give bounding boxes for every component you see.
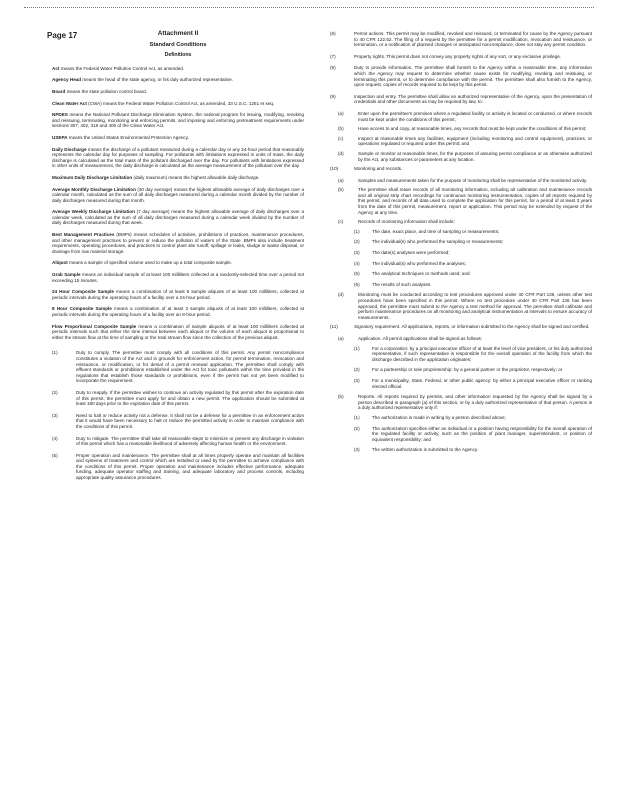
- records-item: [330, 229, 592, 235]
- definition-text: (7 day average) means the highest allowable average of daily discharges over a calendar week, calculated as the sum of all daily discharges measured during a calendar week divided by the number of daily discharges measured during that week.: [52, 209, 304, 226]
- monitoring-subitems: [330, 178, 592, 225]
- definition-term: USEPA: [52, 134, 68, 140]
- definition-term: Average Monthly Discharge Limitation: [52, 186, 136, 192]
- monitoring-subitem-text: Records of monitoring information shall include:: [358, 219, 455, 225]
- definition-term: Board: [52, 88, 66, 94]
- definition-text: means the discharge of a pollutant measured during a calendar day or any 24-hour period that reasonably represents the calendar day for purposes of sampling. For pollutants with limitations expressed in units of mass, the daily discharge is calculated as the total mass of the pollutant discharged over the day. For pollutants with limitations expressed in other units of measurement, the daily discharge is calculated as the average measurement of the pollutant over the day.: [52, 146, 304, 169]
- condition-item: [52, 413, 304, 430]
- monitoring-methods: (d) Monitoring must be conducted according to test procedures approved under 40 CFR Part 136, unless other test procedures have been specified in this permit. Where no test procedure under 40 CFR Part 136 has been approved, the permittee must submit to the Agency a test method for approval. The permittee shall calibrate and perform maintenance procedures on all monitoring and analytical instrumentation at intervals to ensure accuracy of measurements.: [338, 292, 592, 320]
- condition-item-text: Inspection and entry. The permittee shall allow an authorized representative of the Agency, upon the presentation of credentials and other documents as may be required by law, to:: [354, 93, 592, 105]
- condition-item-text: Permit actions. This permit may be modified, revoked and reissued, or terminated for cause by the Agency pursuant to 40 CFR 122.62. The filing of a request by the permittee for a permit modification, revocation and reissuance, or termination, or a notification of planned changes or anticipated noncompliance, does not stay any permit condition.: [354, 31, 592, 48]
- definition-text: means a combination of at least 8 sample aliquots of at least 100 milliliters, collected at periodic intervals during the operating hours of a facility over a 24-hour period.: [52, 289, 305, 300]
- records-item-text: The individual(s) who performed the analyses;: [372, 260, 466, 266]
- definition-text: (30 day average) means the highest allowable average of daily discharges over a calendar month, calculated as the sum of all daily discharges measured during a calendar month divided by the number of daily discharges measured during that month.: [52, 186, 304, 203]
- condition-item-number: (6): [330, 31, 336, 36]
- inspection-subitem-number: (c): [338, 135, 344, 141]
- signatory-subitems: [330, 336, 592, 342]
- condition-item-number: (3): [52, 412, 58, 418]
- condition-item-number: (5): [52, 452, 58, 458]
- definition-item: [52, 66, 304, 72]
- reports-item-text: The authorization specifies either an individual or a position having responsibility for the overall operation of the regulated facility or activity, such as the position of plant manager, superintendent, or position of equivalent responsibility; and: [372, 425, 592, 442]
- records-item: [330, 261, 592, 267]
- definition-term: Act: [52, 65, 60, 71]
- records-item-text: The results of such analyses.: [372, 281, 432, 287]
- condition-item-number: (9): [330, 93, 336, 99]
- records-item: [330, 282, 592, 288]
- definition-term: Daily Discharge: [52, 146, 87, 152]
- definition-text: means the head of the state agency, or his duly authorized representative.: [82, 77, 233, 83]
- records-item-number: (5): [354, 271, 360, 277]
- condition-item: [52, 390, 304, 407]
- conditions-subtitle: Standard Conditions: [149, 41, 207, 48]
- records-item-number: (3): [354, 250, 360, 256]
- definition-item: [52, 289, 304, 300]
- reports-item: [330, 415, 592, 421]
- definition-term: NPDES: [52, 112, 68, 118]
- application-item-number: (3): [354, 377, 360, 383]
- definition-text: means a combination of at least 3 sample aliquots of at least 100 milliliters, collected at periodic intervals during the operating hours of a facility over an 8-hour period.: [52, 306, 304, 317]
- application-item-number: (1): [354, 345, 360, 351]
- inspection-subitem-number: (d): [338, 150, 344, 156]
- application-item: [330, 367, 592, 373]
- monitoring-subitem-number: (b): [338, 187, 344, 193]
- condition-item: [330, 31, 592, 48]
- monitoring-subitem-text: Samples and measurements taken for the purpose of monitoring shall be representative of the monitored activity.: [358, 177, 588, 183]
- condition-item-number: (7): [330, 53, 336, 59]
- condition-item-number: (1): [52, 350, 58, 356]
- condition-item-text: Property rights. This permit does not convey any property rights of any sort, or any exclusive privilege.: [354, 53, 561, 59]
- condition-item-text: Duty to mitigate. The permittee shall take all reasonable steps to minimize or prevent any discharge in violation of this permit which has a reasonable likelihood of adversely affecting human health or the environment.: [76, 435, 304, 447]
- reports-item-text: The authorization is made in writing by a person described above;: [372, 414, 506, 420]
- definition-text: means an individual sample of at least 100 milliliters collected at a randomly-selected time over a period not exceeding 15 minutes.: [52, 272, 304, 283]
- definition-term: Average Weekly Discharge Limitation: [52, 209, 135, 215]
- definition-term: Clean Water Act: [52, 100, 87, 106]
- definition-term: Maximum Daily Discharge Limitation: [52, 174, 133, 180]
- definition-text: means a sample of specified volume used to make up a total composite sample.: [69, 260, 233, 266]
- definition-item: [52, 175, 304, 181]
- definition-item: [52, 89, 304, 95]
- inspection-subitem-number: (b): [338, 126, 344, 132]
- definition-item: [52, 324, 304, 341]
- condition-item-text: Duty to provide information. The permittee shall furnish to the Agency within a reasonable time, any information which the Agency may request to determine whether cause exists for modifying, revoking and reissuing, or terminating this permit, or to determine compliance with the permit. The permittee shall also furnish to the Agency, upon request, copies of records required to be kept by this permit.: [354, 65, 592, 88]
- inspection-subitem-text: Have access to and copy, at reasonable times, any records that must be kept under the conditions of this permit;: [358, 126, 587, 132]
- condition-item: [52, 350, 304, 384]
- monitoring-subitem: [330, 178, 592, 184]
- monitoring-subitem-number: (c): [338, 219, 344, 225]
- definition-text: means a combination of sample aliquots of at least 100 milliliters collected at periodic intervals such that either the time interval between each aliquot or the volume of each aliquot is proportional to either the stream flow at the time of sampling or the total stream flow since the collection of the previous aliquot.: [52, 323, 304, 340]
- records-item-number: (6): [354, 281, 360, 287]
- definition-item: [52, 260, 304, 266]
- inspection-subitem-text: Sample or monitor at reasonable times, for the purposes of assuring permit compliance or as otherwise authorized by the Act, any substances or parameters at any location.: [358, 150, 592, 162]
- records-item-text: The date(s) analyses were performed;: [372, 250, 450, 256]
- application-items: [330, 346, 592, 390]
- definition-term: Best Management Practices: [52, 232, 115, 238]
- definition-item: [52, 232, 304, 254]
- inspection-subitem-number: (a): [338, 110, 344, 116]
- inspection-subitem: [330, 136, 592, 147]
- monitoring-subitem: [330, 219, 592, 225]
- reports-item: [330, 447, 592, 453]
- reports-item-number: (3): [354, 447, 360, 453]
- definition-term: Agency Head: [52, 77, 82, 83]
- condition-item-number: (4): [52, 435, 58, 441]
- application-item-text: For a partnership or sole proprietorship: by a general partner or the proprietor, respectively; or: [372, 367, 563, 373]
- definition-text: means the state pollution control board.: [66, 88, 148, 94]
- definition-text: (BMPs) means schedules of activities, prohibitions of practices, maintenance procedures, and other management practices to prevent or reduce the pollution of waters of the State. BMPs also include treatment requirements, operating procedures, and practices to control plant site runoff, spillage or leaks, sludge or waste disposal, or drainage from raw material storage.: [52, 232, 305, 254]
- signatory-subitem: [330, 336, 592, 342]
- reports-subitem: (b) Reports. All reports required by permits, and other information requested by the Agency shall be signed by a person described in paragraph (a) of this section, or by a duly authorized representative of that person. A person is a duly authorized representative only if:: [338, 394, 592, 411]
- records-item-text: The analytical techniques or methods used; and: [372, 271, 470, 277]
- monitoring-subitem: [330, 187, 592, 215]
- condition-item-text: Duty to comply. The permittee must comply with all conditions of this permit. Any permit noncompliance constitutes a violation of the Act and is grounds for enforcement action, for permit termination, revocation and reissuance, or modification, or for denial of a permit renewal application. The permittee shall comply with effluent standards or prohibitions established under the Act for toxic pollutants within the time provided in the regulations that establish those standards or prohibitions, even if the permit has not yet been modified to incorporate the requirement.: [76, 350, 304, 384]
- definition-item: [52, 147, 304, 169]
- records-item: [330, 271, 592, 277]
- definition-text: means the National Pollutant Discharge Elimination System, the national program for issuing, modifying, revoking and reissuing, terminating, monitoring and enforcing permits, and imposing and enforcing pretreatment requirements under sections 307, 402, 318 and 405 of the Clean Water Act.: [52, 112, 304, 129]
- definition-item: [52, 112, 304, 129]
- definition-item: [52, 135, 304, 141]
- records-item: [330, 250, 592, 256]
- definition-item: [52, 209, 304, 226]
- application-item: [330, 378, 592, 389]
- reports-item: [330, 426, 592, 443]
- inspection-subitems: [330, 111, 592, 162]
- reports-item-text: The written authorization is submitted to the Agency.: [372, 447, 479, 453]
- records-item-number: (4): [354, 260, 360, 266]
- definition-text: (CWA) means the Federal Water Pollution Control Act, as amended, 33 U.S.C. 1251 et seq.: [88, 100, 275, 106]
- definition-term: 24 Hour Composite Sample: [52, 289, 114, 295]
- definition-text: (daily maximum) means the highest allowable daily discharge.: [133, 174, 260, 180]
- records-item-text: The individual(s) who performed the sampling or measurements;: [372, 239, 504, 245]
- signatory-condition: (11) Signatory requirement. All applications, reports, or information submitted to the Agency shall be signed and certified.: [330, 324, 590, 330]
- definition-term: 8 Hour Composite Sample: [52, 306, 112, 312]
- reports-item-number: (1): [354, 414, 360, 420]
- condition-item-number: (8): [330, 65, 336, 71]
- condition-item-text: Need to halt or reduce activity not a defense. It shall not be a defense for a permittee in an enforcement action that it would have been necessary to halt or reduce the permitted activity in order to maintain compliance with the conditions of this permit.: [76, 412, 304, 429]
- definitions-heading: Definitions: [164, 52, 192, 59]
- application-item-text: For a municipality, State, Federal, or other public agency: by either a principal executive officer or ranking elected official.: [372, 377, 592, 389]
- signatory-subitem-number: (a): [338, 335, 344, 341]
- condition-item: [52, 436, 304, 447]
- condition-item-number: (2): [52, 389, 58, 395]
- definition-item: [52, 187, 304, 204]
- condition-item: [330, 65, 592, 87]
- records-items: [330, 229, 592, 288]
- attachment-title: Attachment II: [157, 30, 199, 37]
- definition-term: Flow Proportional Composite Sample: [52, 323, 137, 329]
- definition-item: [52, 101, 304, 107]
- page-number: Page 17: [47, 31, 78, 40]
- definition-text: means the United States Environmental Protection Agency.: [68, 134, 189, 140]
- definitions-list: [52, 66, 304, 341]
- monitoring-subitem-number: (a): [338, 177, 344, 183]
- reports-item-number: (2): [354, 425, 360, 431]
- monitoring-condition: (10) Monitoring and records.: [330, 166, 403, 172]
- monitoring-subitem-text: The permittee shall retain records of all monitoring information, including all calibration and maintenance records and all original strip chart recordings for continuous monitoring instrumentation, copies of all reports required by this permit, and records of all data used to complete the application for this permit, for a period of at least 3 years from the date of this permit, measurement, report or application. This period may be extended by request of the Agency at any time.: [358, 187, 592, 215]
- application-item-number: (2): [354, 367, 360, 373]
- condition-item: [330, 94, 592, 105]
- application-item: [330, 346, 592, 363]
- condition-item-text: Duty to reapply. If the permittee wishes to continue an activity regulated by this permit after the expiration date of this permit, the permittee must apply for and obtain a new permit. The application should be submitted at least 180 days prior to the expiration date of this permit.: [76, 389, 304, 407]
- right-column: [330, 31, 592, 458]
- definition-item: [52, 306, 304, 317]
- scan-header-strip: [24, 7, 594, 17]
- inspection-subitem: [330, 126, 592, 132]
- right-conditions-list: [330, 31, 592, 105]
- definition-term: Grab Sample: [52, 272, 81, 278]
- conditions-list: [52, 350, 304, 480]
- application-item-text: For a corporation: by a principal executive officer of at least the level of vice president, or his duly authorized representative, if such representative is responsible for the overall operation of the facility from which the discharge described in the application originates;: [372, 345, 592, 362]
- definition-item: [52, 77, 304, 83]
- records-item-text: The date, exact place, and time of sampling or measurements;: [372, 228, 500, 234]
- condition-item-text: Proper operation and maintenance. The permittee shall at all times properly operate and maintain all facilities and systems of treatment and control which are installed or used by the permittee to achieve compliance with the conditions of this permit. Proper operation and maintenance includes effective performance, adequate funding, adequate operator staffing and training, and adequate laboratory and process controls, including appropriate quality assurance procedures.: [76, 452, 304, 481]
- condition-item: [52, 453, 304, 481]
- signatory-subitem-text: Application. All permit applications shall be signed as follows:: [358, 335, 483, 341]
- definition-item: [52, 272, 304, 283]
- condition-item: [330, 54, 592, 60]
- records-item-number: (2): [354, 239, 360, 245]
- left-column: [52, 31, 304, 487]
- inspection-subitem-text: Enter upon the permittee's premises where a regulated facility or activity is located or conducted, or where records must be kept under the conditions of this permit;: [358, 110, 592, 122]
- reports-items: [330, 415, 592, 453]
- definition-text: means the Federal Water Pollution Control Act, as amended.: [60, 65, 185, 71]
- inspection-subitem: [330, 151, 592, 162]
- inspection-subitem: [330, 111, 592, 122]
- records-item: [330, 239, 592, 245]
- records-item-number: (1): [354, 228, 360, 234]
- inspection-subitem-text: Inspect at reasonable times any facilities, equipment (including monitoring and control equipment), practices, or operations regulated or required under this permit; and: [358, 135, 592, 147]
- definition-term: Aliquot: [52, 260, 68, 266]
